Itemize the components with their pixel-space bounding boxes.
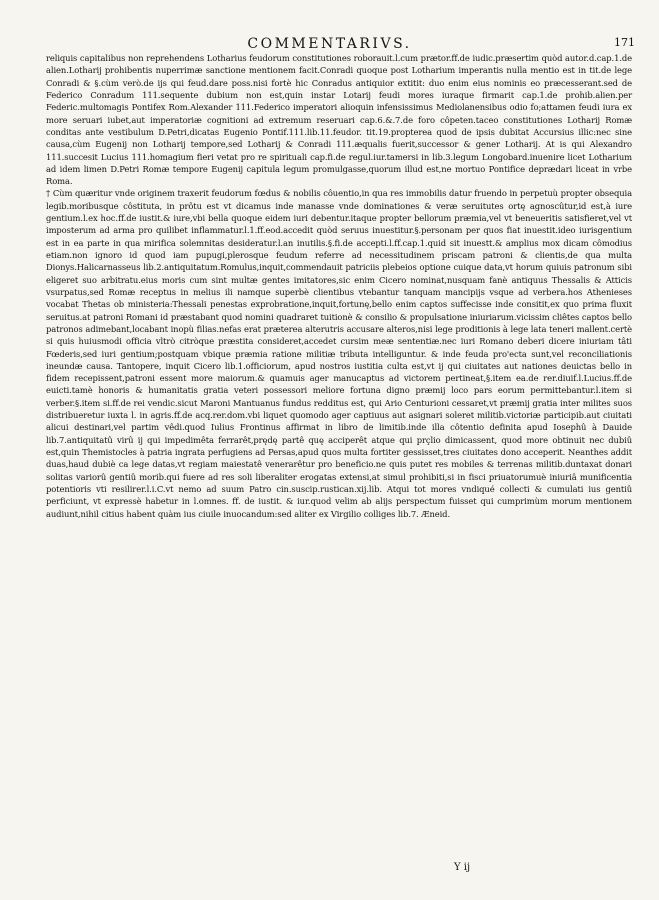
- running-title: COMMENTARIVS.: [247, 36, 412, 52]
- body-text: [46, 52, 632, 520]
- page-number: 171: [614, 36, 635, 49]
- paragraph: reliquis capitalibus non reprehendens Lotharius feudorum constitutiones roborauit.l.cum prætor.ff.de iudic.præsertim quòd autor.d.cap.1.de alien.Lotharij prohibentis nuperrimæ sanctione mentionem facit.Conradi quoque post Lotharium imperantis nulla mentio est in tit.de lege Conradi & §.cùm verò.de ijs qui feud.dare poss.nisi fortè hic Conradus antiquior extitit: duo enim eius nominis eo præcesserant.sed de Federico Conradum 111.sequente dubium non est,quin instar Lotarij feudi mores iuraque firmarit cap.1.de prohib.alien.per Federic.multomagis Pontifex Rom.Alexander 111.Federico imperatori alioquin infensissimus Mediolanensibus odio fo;attamen feudi iura ex more seruari iubet,aut imperatoriæ cognitioni ad extremum reseruari cap.6.&.7.de foro côpeten.taceo constitutiones Lotharij Romæ conditas ante vestibulum D.Petri,dicatas Eugenio Pontif.111.lib.11.feudor. tit.19.propterea quod de ipsis dubitat Accursius illic:nec sine causa,cùm Eugenij non Lotharij tempore,sed Lotharij & Conradi 111.æqualis fuerit,successor & gener Lotharij. At is qui Alexandro 111.succesit Lucius 111.homagium fieri vetat pro re spirituali cap.fi.de regul.iur.tamersi in lib.3.legum Longobard.inuenire licet Lotharium ad idem limen D.Petri Romæ tempore Eugenij capitula legum promulgasse,quorum illud est,ne mortuo Pontifice deprædari liceat in vrbe Roma.: [46, 53, 632, 187]
- paragraph: † Cùm quæritur vnde originem traxerit feudorum fœdus & nobilis côuentio,in qua res immobilis datur fruendo in perpetuù propter obsequia legib.moribusque côstituta, in prôtu est vt dicamus inde manasse vnde dominationes & veræ seruitutes ortę agnoscûtur,id est,à iure gentium.l.ex hoc.ff.de iustit.& iure,vbi bella quoque eidem iuri debentur.itaque propter bellorum præmia,vel vt beneueritis satisfieret,vel vt imposterum ad arma pro quilibet inflammatur.l.1.ff.eod.accedit quòd seruus inuestitur.§.personam per quos fiat inuestit.ideo iurisgentium est in ea parte in qua mirifica solemnitas desideratur.l.an inutilis.§.fi.de accepti.l.ff.cap.1.quid sit inuestt.& amplius mox dicam cômodius etiam.non ignoro id quod iam pupugi,plerosque feudum referre ad necessitudinem priscam patroni & clientis,de qua multa Dionys.Halicarnasseus lib.2.antiquitatum.Romulus,inquit,commendauit patriciis plebeios optione cuique data,vt horum quiuis patronum sibi eligeret suo arbitratu.eius moris cum sint multæ gentes imitatores,sic enim Cicero nominat,nusquam fanè antiquus Thessalis & Atticis vsurpatus,sed Romæ receptus in melius ili namque superbè clientibus vtebantur tanquam mancipijs vsque ad verbera.hos Athenieses vocabat Thetas ob ministeria:Thessali penestas exprobratione,inquit,fortunę,bello enim captos suffecisse inde consitit,ex quo prima fluxit seruitus.at patroni Romani id præstabant quod nomini quadraret tuitionè & consilio & propulsatione iniuriarum.vicissim cliêtes captos bello patronos adimebant,locabant inopù filias.nefas erat præterea alterutris accusare alteros,nisi lege proditionis à lege lata teneri mallent.certè si quis huiusmodi officia vltrò citròque præstita consideret,accedet cursim meæ sententiæ.nec iuri Romano deberi dicere iniuriam tâti Fœderis,sed iuri gentium;postquam vbique præmia ratione militiæ tributa intelliguntur. & inde feuda pro'ecta sunt,vel reconciliationis ineundæ causa. Tantopere, inquit Cicero lib.1.officiorum, apud nostros iustitia culta est,vt ij qui ciuitates aut nationes deuictas bello in fidem recepissent,patroni essent more maiorum.& quamuis ager manucaptus ad victorem pertineat,§.item ea.de rer.diuif.l.Lucius.ff.de euicti.tamè honoris & humanitatis gratia veteri possessori meliore fortuna digno præmij loco pars eorum permittebantur.l.item si verber.§.item si.ff.de rei vendic.sicut Maroni Mantuanus fundus redditus est, qui Ario Centurioni cessaret,vt præmij gratia inter milites suos distribueretur iuxta l. in agris.ff.de acq.rer.dom.vbi liquet quomodo ager captiuus aut asignari soleret militib.victoriæ participib.aut ciuitati alicui destinari,vel partim vêdi.quod Iulius Frontinus affirmat in libro de limitib.inde illa côtentio definita apud Iosephû à Dauide lib.7.antiquitatû virû ij qui impedimêta ferrarêt,prędę partê quę acciperêt atque qui prçlio dimicassent, quod more obtinuit nec dubiû est,quin Themistocles à patria ingrata perfugiens ad Persas,apud quos multa fortiter gessisset,tres ciuitates dono acceperit. Neanthes addit duas,haud dubiè ca lege datas,vt regiam maiestatê venerarêtur pro beneficio.ne quis putet res mobiles & terrenas militib.duntaxat donari solitas variorû gentiû morib.qui fuere ad res soli liberaliter erogatas extensi,at simul prohibiti,si in fisci priuatorumuè iniuriâ munificentia potentioris vti resilirer.l.i.C.vt nemo ad suum Patro cin.suscip.rustican.xij.lib. Atqui tot mores vndiqué collecti & cumulati ius gentiû perficiunt, vt expressè habetur in l.omnes. ff. de iustit. & iur.quod velim ab alijs perspectum fuisset qui cumprimùm morum mentionem audiunt,nihil citius habent quàm ius ciuile inuocandum:sed aliter ex Virgilio colliges lib.7. Æneid.: [46, 188, 632, 519]
- signature-mark: Y ij: [454, 862, 471, 873]
